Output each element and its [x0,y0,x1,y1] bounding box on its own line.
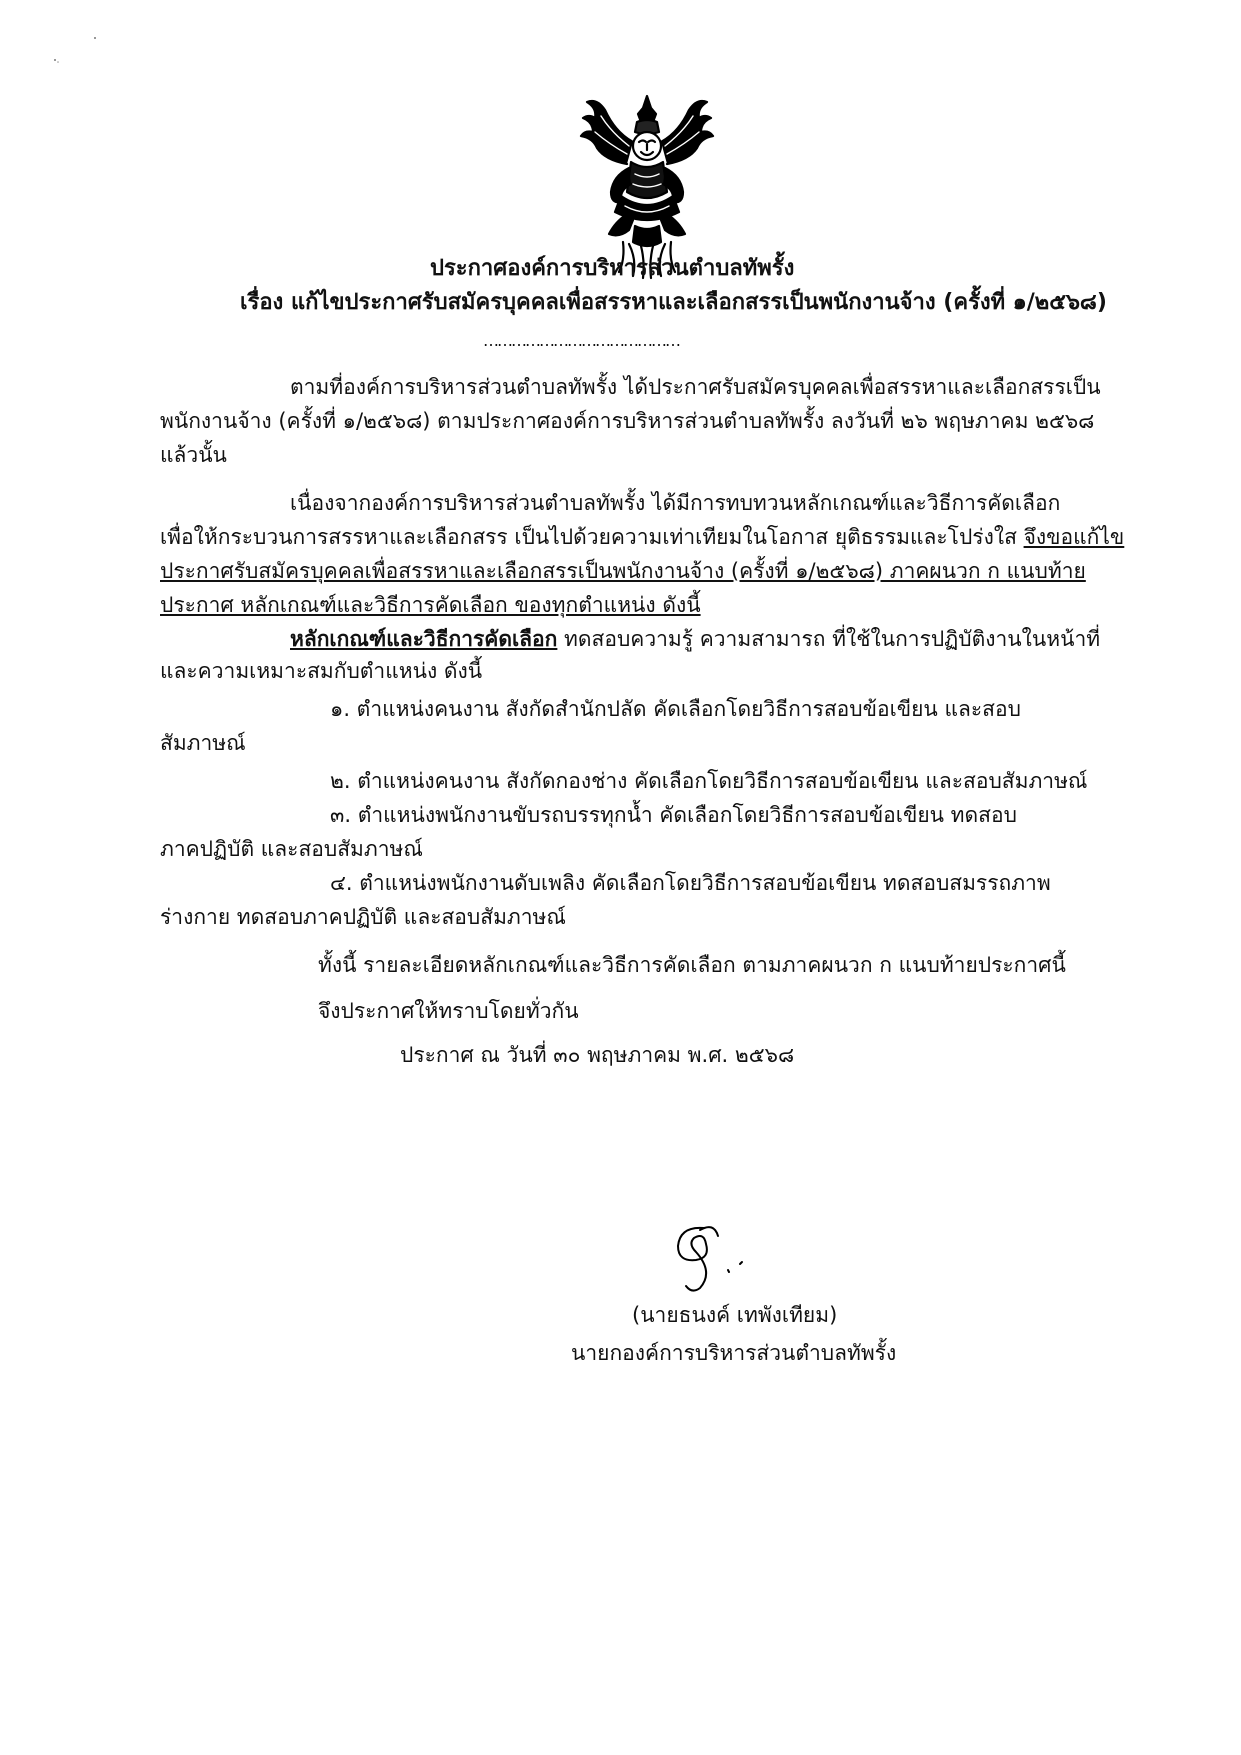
paragraph-1-line-3: แล้วนั้น [160,443,227,467]
closing-line-1: ทั้งนี้ รายละเอียดหลักเกณฑ์และวิธีการคัดเลือก ตามภาคผนวก ก แนบท้ายประกาศนี้ [318,953,1066,977]
criteria-label: หลักเกณฑ์และวิธีการคัดเลือก [290,627,558,651]
date-line: ประกาศ ณ วันที่ ๓๐ พฤษภาคม พ.ศ. ๒๕๖๘ [400,1043,795,1067]
signer-title: นายกองค์การบริหารส่วนตำบลทัพรั้ง [571,1341,897,1365]
list-item-4-line-2: ร่างกาย ทดสอบภาคปฏิบัติ และสอบสัมภาษณ์ [160,905,566,929]
signer-name: (นายธนงค์ เทพังเทียม) [632,1303,838,1327]
document-title: ประกาศองค์การบริหารส่วนตำบลทัพรั้ง [430,256,795,281]
list-item-4-line-1: ๔. ตำแหน่งพนักงานดับเพลิง คัดเลือกโดยวิธีการสอบข้อเขียน ทดสอบสมรรถภาพ [330,871,1051,895]
scan-specks [50,30,120,80]
document-subject: เรื่อง แก้ไขประกาศรับสมัครบุคคลเพื่อสรรหาและเลือกสรรเป็นพนักงานจ้าง (ครั้งที่ ๑/๒๕๖๘) [240,290,1107,315]
paragraph-2-line-3: ประกาศรับสมัครบุคคลเพื่อสรรหาและเลือกสรรเป็นพนักงานจ้าง (ครั้งที่ ๑/๒๕๖๘) ภาคผนวก ก แนบท้าย [160,559,1086,583]
criteria-line-2: และความเหมาะสมกับตำแหน่ง ดังนี้ [160,659,483,683]
paragraph-2-line-2 [160,522,1124,552]
criteria-text: ทดสอบความรู้ ความสามารถ ที่ใช้ในการปฏิบัติงานในหน้าที่ [557,627,1101,651]
list-item-1-line-2: สัมภาษณ์ [160,731,246,755]
paragraph-1-line-2: พนักงานจ้าง (ครั้งที่ ๑/๒๕๖๘) ตามประกาศองค์การบริหารส่วนตำบลทัพรั้ง ลงวันที่ ๒๖ พฤษภาคม ๒๕๖๘ [160,409,1095,433]
criteria-line-1 [290,624,1100,654]
list-item-2-line-1: ๒. ตำแหน่งคนงาน สังกัดกองช่าง คัดเลือกโดยวิธีการสอบข้อเขียน และสอบสัมภาษณ์ [330,769,1088,793]
list-item-3-line-1: ๓. ตำแหน่งพนักงานขับรถบรรทุกน้ำ คัดเลือกโดยวิธีการสอบข้อเขียน ทดสอบ [330,803,1017,827]
paragraph-2-line-2-text: เพื่อให้กระบวนการสรรหาและเลือกสรร เป็นไปด้วยความเท่าเทียมในโอกาส ยุติธรรมและโปร่งใส [160,525,1024,549]
list-item-1-line-1: ๑. ตำแหน่งคนงาน สังกัดสำนักปลัด คัดเลือกโดยวิธีการสอบข้อเขียน และสอบ [330,697,1021,721]
list-item-3-line-2: ภาคปฏิบัติ และสอบสัมภาษณ์ [160,837,423,861]
title-divider: …………………………………… [483,331,679,350]
paragraph-2-line-1: เนื่องจากองค์การบริหารส่วนตำบลทัพรั้ง ได้มีการทบทวนหลักเกณฑ์และวิธีการคัดเลือก [290,491,1061,515]
closing-line-2: จึงประกาศให้ทราบโดยทั่วกัน [318,999,579,1023]
paragraph-1-line-1: ตามที่องค์การบริหารส่วนตำบลทัพรั้ง ได้ประกาศรับสมัครบุคคลเพื่อสรรหาและเลือกสรรเป็น [290,375,1101,399]
signature-icon [670,1218,780,1298]
paragraph-2-line-2-underlined: จึงขอแก้ไข [1023,525,1125,549]
paragraph-2-line-4: ประกาศ หลักเกณฑ์และวิธีการคัดเลือก ของทุกตำแหน่ง ดังนี้ [160,593,701,617]
